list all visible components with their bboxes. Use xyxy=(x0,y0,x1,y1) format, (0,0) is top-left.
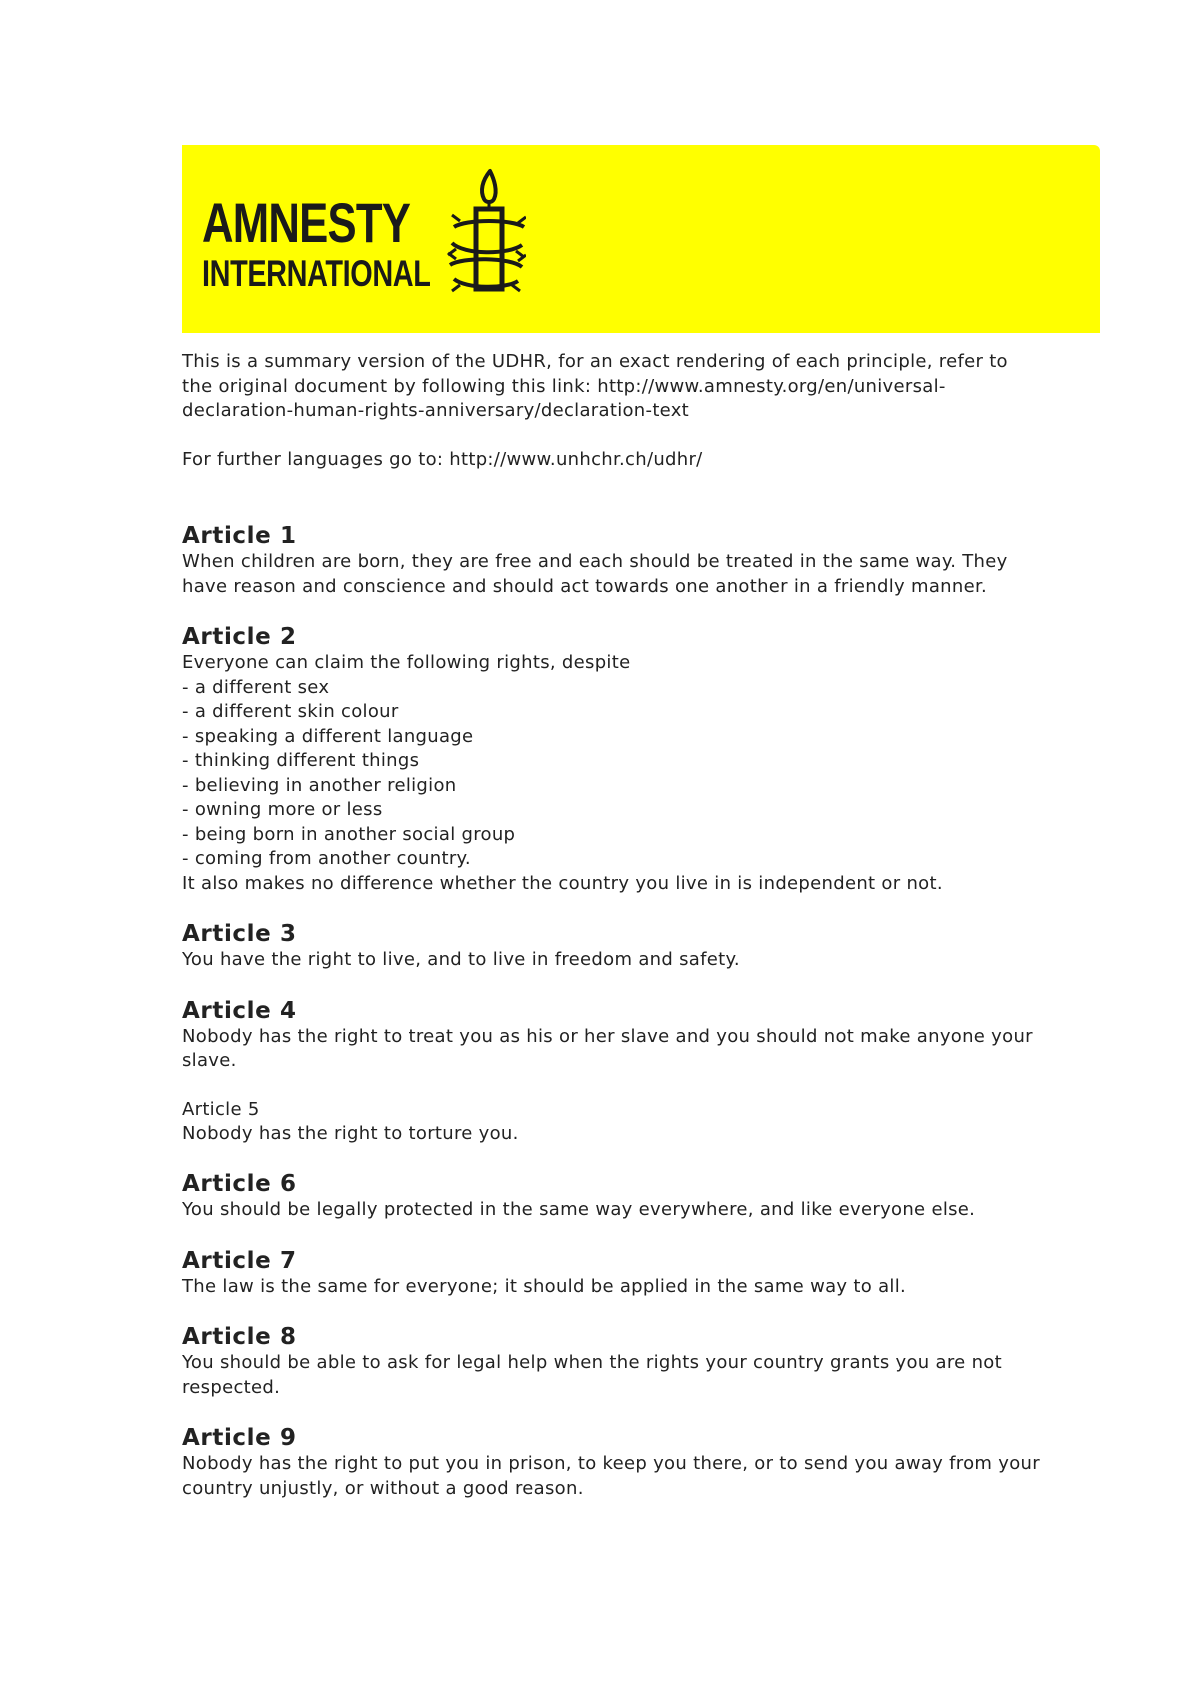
article-9 xyxy=(182,1424,1042,1501)
article-title: Article 6 xyxy=(182,1171,297,1197)
article-2 xyxy=(182,623,1042,896)
article-title: Article 4 xyxy=(182,997,297,1024)
article-4 xyxy=(182,997,1042,1074)
brand-name-line1: AMNESTY xyxy=(202,191,411,254)
article-body: You should be legally protected in the same way everywhere, and like everyone else. xyxy=(182,1199,976,1220)
article-body: Everyone can claim the following rights, despite xyxy=(182,652,631,673)
article-body: Nobody has the right to put you in prison, to keep you there, or to send you away from your country unjustly, or without a good reason. xyxy=(182,1453,1040,1499)
article-body: The law is the same for everyone; it should be applied in the same way to all. xyxy=(182,1275,907,1297)
article-title: Article 3 xyxy=(182,921,297,947)
intro-languages: For further languages go to: http://www.unhchr.ch/udhr/ xyxy=(182,448,703,470)
article-body: Nobody has the right to treat you as his or her slave and you should not make anyone your slave. xyxy=(182,1025,1033,1071)
list-item: - coming from another country. xyxy=(182,848,471,869)
article-body: You should be able to ask for legal help when the rights your country grants you are not respected. xyxy=(182,1352,1002,1398)
article-title: Article 1 xyxy=(182,523,297,549)
article-title: Article 9 xyxy=(182,1425,297,1451)
article-body-after: It also makes no difference whether the country you live in is independent or not. xyxy=(182,872,943,894)
list-item: - believing in another religion xyxy=(182,774,457,796)
article-title: Article 7 xyxy=(182,1247,297,1274)
article-body: Nobody has the right to torture you. xyxy=(182,1122,519,1144)
list-item: - a different skin colour xyxy=(182,701,399,722)
brand-logo-text xyxy=(202,191,431,294)
list-item: - speaking a different language xyxy=(182,725,474,747)
document-content xyxy=(182,350,1042,1525)
article-1 xyxy=(182,522,1042,599)
article-8 xyxy=(182,1323,1042,1400)
list-item: - thinking different things xyxy=(182,750,420,771)
articles-list xyxy=(182,522,1042,1501)
article-3 xyxy=(182,920,1042,973)
article-title: Article 2 xyxy=(182,624,297,650)
header-banner xyxy=(182,145,1100,333)
candle-barbed-wire-icon xyxy=(446,167,526,297)
article-5 xyxy=(182,1098,1042,1147)
list-item: - owning more or less xyxy=(182,799,383,820)
list-item: - a different sex xyxy=(182,676,330,698)
article-6 xyxy=(182,1170,1042,1223)
article-2-list xyxy=(182,676,1042,872)
article-body: You have the right to live, and to live in freedom and safety. xyxy=(182,949,740,970)
article-title: Article 5 xyxy=(182,1098,260,1120)
intro-summary: This is a summary version of the UDHR, for an exact rendering of each principle, refer to the original document by following this link: http://www.amnesty.org/en/universal-declaration-human-rights-anniversary/declaration-text xyxy=(182,351,1008,421)
article-7 xyxy=(182,1247,1042,1300)
brand-name-line2: INTERNATIONAL xyxy=(202,253,431,294)
list-item: - being born in another social group xyxy=(182,823,516,845)
intro-section xyxy=(182,350,1042,472)
article-body: When children are born, they are free and each should be treated in the same way. They have reason and conscience and should act towards one another in a friendly manner. xyxy=(182,551,1008,597)
article-title: Article 8 xyxy=(182,1324,297,1350)
